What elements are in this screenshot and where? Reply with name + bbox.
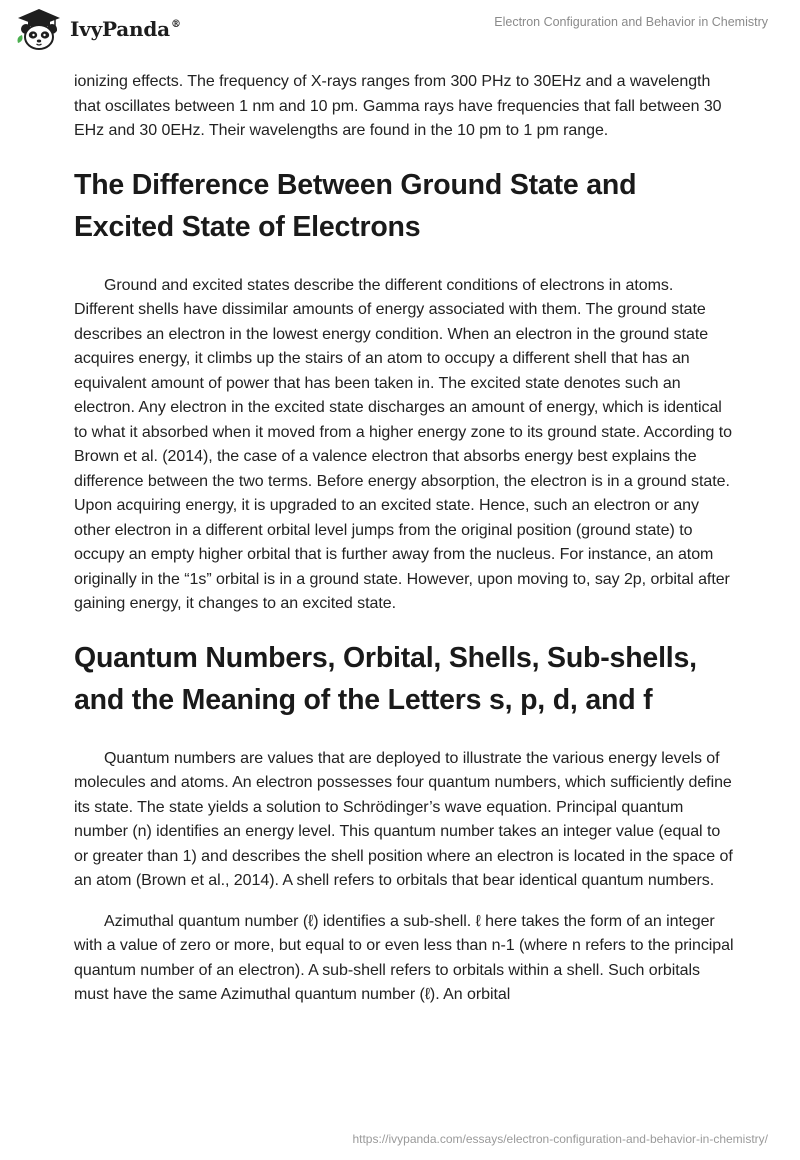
page-header bbox=[0, 0, 800, 66]
paragraph-quantum-numbers: Quantum numbers are values that are deployed to illustrate the various energy levels of molecules and atoms. An electron possesses four quantum numbers, which sufficiently define its state. The state yields a solution to Schrödinger’s wave equation. Principal quantum number (n) identifies an energy level. This quantum number takes an integer value (equal to or greater than 1) and describes the shell position where an electron is located in the space of an atom (Brown et al., 2014). A shell refers to orbitals that bear identical quantum numbers. bbox=[74, 749, 733, 889]
paragraph-azimuthal: Azimuthal quantum number (ℓ) identifies a sub-shell. ℓ here takes the form of an integer with a value of zero or more, but equal to or even less than n-1 (where n refers to the principal quantum number of an electron). A sub-shell refers to orbitals within a shell. Such orbitals must have the same Azimuthal quantum number (ℓ). An orbital bbox=[74, 912, 734, 1003]
section-heading-quantum-numbers: Quantum Numbers, Orbital, Shells, Sub-shells, and the Meaning of the Letters s, p, d, and f bbox=[74, 641, 697, 716]
paragraph-ground-excited: Ground and excited states describe the different conditions of electrons in atoms. Different shells have dissimilar amounts of energy associated with them. The ground state describes an electron in the lowest energy condition. When an electron in the ground state acquires energy, it climbs up the stairs of an atom to occupy a different shell that has an equivalent amount of power that has been taken in. The excited state denotes such an electron. Any electron in the excited state discharges an amount of energy, which is identical to what it absorbed when it moved from a higher energy zone to its ground state. According to Brown et al. (2014), the case of a valence electron that absorbs energy best explains the difference between the two terms. Before energy absorption, the electron is in a ground state. Upon acquiring energy, it is upgraded to an excited state. Hence, such an electron or any other electron in a different orbital level jumps from the original position (ground state) to occupy an empty higher orbital that is further away from the nucleus. For instance, an atom originally in the “1s” orbital is in a ground state. However, upon moving to, say 2p, orbital after gaining energy, it changes to an excited state. bbox=[74, 276, 732, 612]
panda-graduate-icon bbox=[14, 7, 64, 51]
intro-paragraph: ionizing effects. The frequency of X-rays ranges from 300 PHz to 30EHz and a wavelength that oscillates between 1 nm and 10 pm. Gamma rays have frequencies that fall between 30 EHz and 30 0EHz. Their wavelengths are found in the 10 pm to 1 pm range. bbox=[74, 73, 722, 139]
source-url[interactable]: https://ivypanda.com/essays/electron-configuration-and-behavior-in-chemistry/ bbox=[352, 1132, 768, 1146]
document-title: Electron Configuration and Behavior in Chemistry bbox=[494, 15, 768, 29]
article-body bbox=[74, 70, 734, 1024]
section-heading-ground-excited: The Difference Between Ground State and Excited State of Electrons bbox=[74, 168, 637, 243]
brand-logo[interactable] bbox=[14, 7, 181, 51]
brand-name: IvyPanda® bbox=[70, 17, 181, 41]
registered-mark: ® bbox=[170, 19, 181, 30]
